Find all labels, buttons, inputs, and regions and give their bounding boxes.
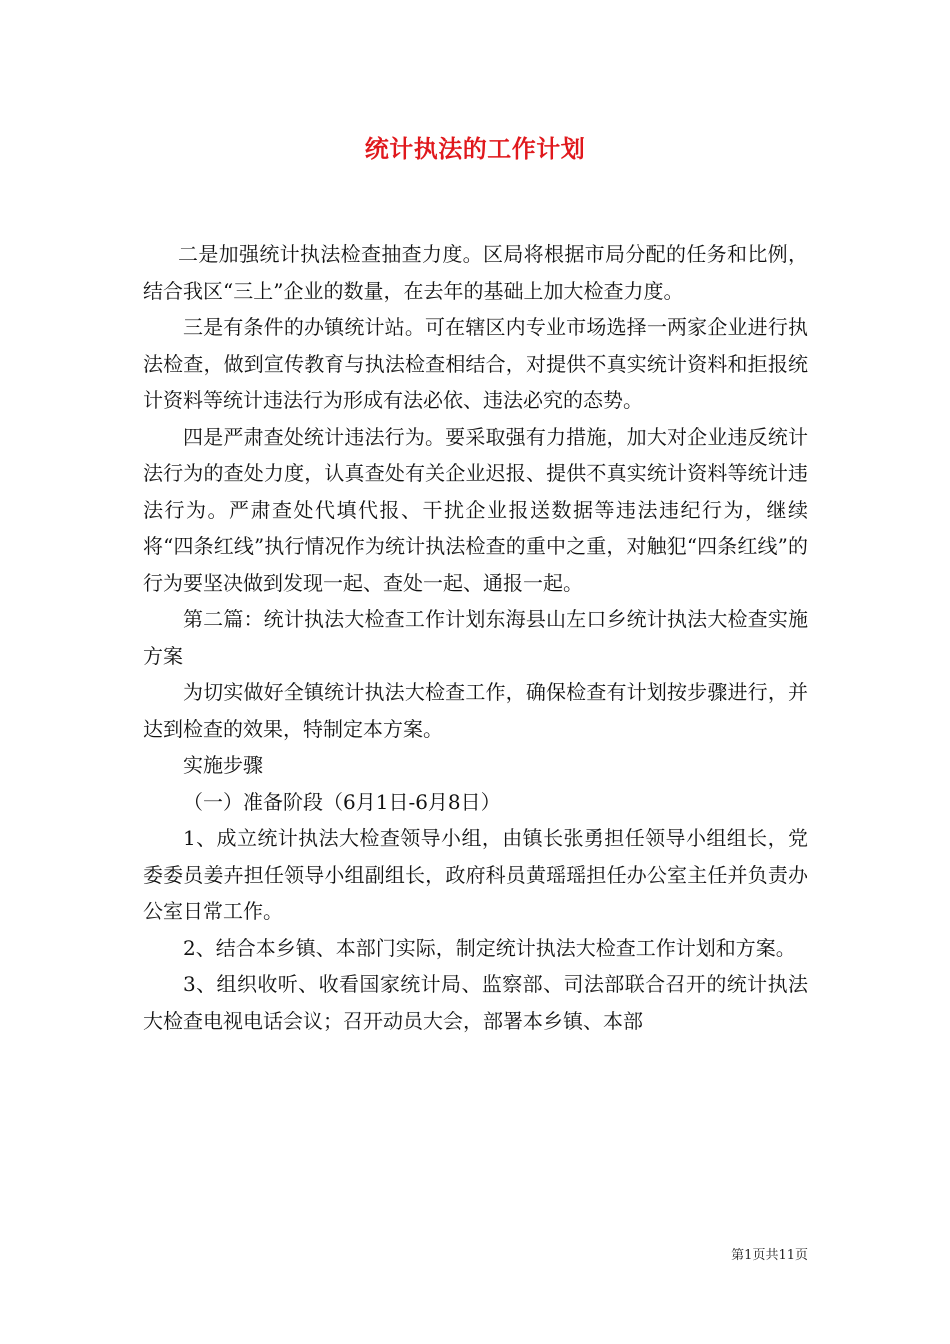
paragraph-investigate-violations: 四是严肃查处统计违法行为。要采取强有力措施，加大对企业违反统计法行为的查处力度，认真查处有关企业迟报、提供不真实统计资料等统计违法行为。严肃查处代填代报、干扰企业报送数据等违法违纪行为，继续将“四条红线”执行情况作为统计执法检查的重中之重，对触犯“四条红线”的行为要坚决做到发现一起、查处一起、通报一起。 <box>143 424 808 595</box>
page-number: 第1页共11页 <box>731 1248 808 1263</box>
paragraph-part-two-heading: 第二篇：统计执法大检查工作计划东海县山左口乡统计执法大检查实施方案 <box>143 607 808 668</box>
paragraph-town-statistics-station: 三是有条件的办镇统计站。可在辖区内专业市场选择一两家企业进行执法检查，做到宣传教育与执法检查相结合，对提供不真实统计资料和拒报统计资料等统计违法行为形成有法必依、违法必究的态势。 <box>143 315 808 412</box>
paragraph-step-1: 1、成立统计执法大检查领导小组，由镇长张勇担任领导小组组长，党委委员姜卉担任领导小组副组长，政府科员黄瑶瑶担任办公室主任并负责办公室日常工作。 <box>143 826 808 923</box>
paragraph-implementation-steps: 实施步骤 <box>183 753 263 777</box>
paragraph-plan-purpose: 为切实做好全镇统计执法大检查工作，确保检查有计划按步骤进行，并达到检查的效果，特制定本方案。 <box>143 680 808 741</box>
paragraph-preparation-stage: （一）准备阶段（6月1日-6月8日） <box>183 789 501 814</box>
document-title: 统计执法的工作计划 <box>364 134 586 163</box>
paragraph-step-2: 2、结合本乡镇、本部门实际，制定统计执法大检查工作计划和方案。 <box>183 935 796 960</box>
paragraph-step-3: 3、组织收听、收看国家统计局、监察部、司法部联合召开的统计执法大检查电视电话会议；召开动员大会，部署本乡镇、本部 <box>143 972 808 1033</box>
paragraph-strengthen-inspection: 二是加强统计执法检查抽查力度。区局将根据市局分配的任务和比例，结合我区“三上”企业的数量，在去年的基础上加大检查力度。 <box>143 242 808 303</box>
document-body <box>143 236 808 1039</box>
